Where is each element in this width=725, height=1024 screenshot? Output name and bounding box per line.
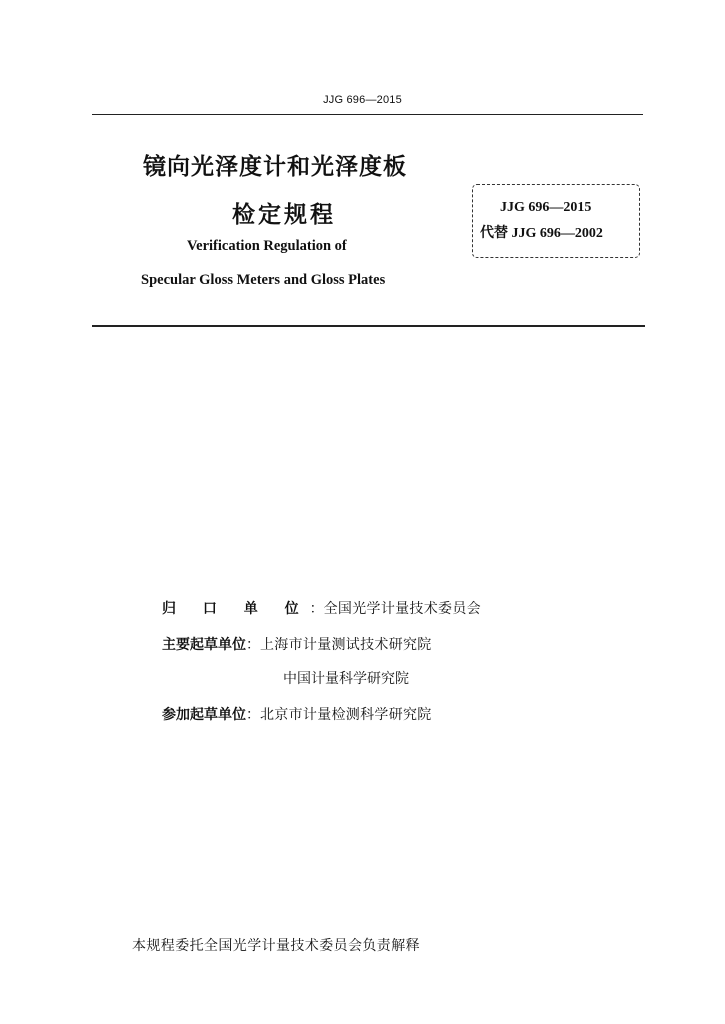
label-colon: ： (309, 601, 324, 617)
label-colon: ： (246, 637, 260, 653)
main-drafting-unit-label: 主要起草单位 (162, 637, 246, 653)
title-chinese-line-1: 镜向光泽度计和光泽度板 (143, 154, 407, 180)
document-code-header: JJG 696—2015 (323, 94, 402, 106)
interpretation-note: 本规程委托全国光学计量技术委员会负责解释 (132, 938, 420, 954)
title-english-line-1: Verification Regulation of (187, 238, 347, 254)
responsible-unit-row (162, 598, 481, 618)
responsible-unit-value: 全国光学计量技术委员会 (323, 601, 481, 617)
title-divider (92, 325, 645, 327)
participating-drafting-unit-label: 参加起草单位 (162, 707, 246, 723)
main-drafting-unit-value-2: 中国计量科学研究院 (283, 671, 409, 687)
participating-drafting-unit-row (162, 704, 432, 724)
main-drafting-unit-value-1: 上海市计量测试技术研究院 (260, 637, 432, 653)
responsible-unit-label: 归 口 单 位 (162, 601, 310, 617)
participating-drafting-unit-value: 北京市计量检测科学研究院 (260, 707, 432, 723)
title-english-line-2: Specular Gloss Meters and Gloss Plates (141, 272, 386, 288)
standard-code-box (472, 184, 640, 258)
main-drafting-unit-row (162, 634, 432, 654)
label-colon: ： (246, 707, 260, 723)
replaced-standard-code: 代替 JJG 696—2002 (480, 226, 603, 241)
header-divider (92, 114, 643, 115)
title-chinese-line-2: 检定规程 (232, 202, 336, 228)
standard-code: JJG 696—2015 (500, 200, 592, 215)
